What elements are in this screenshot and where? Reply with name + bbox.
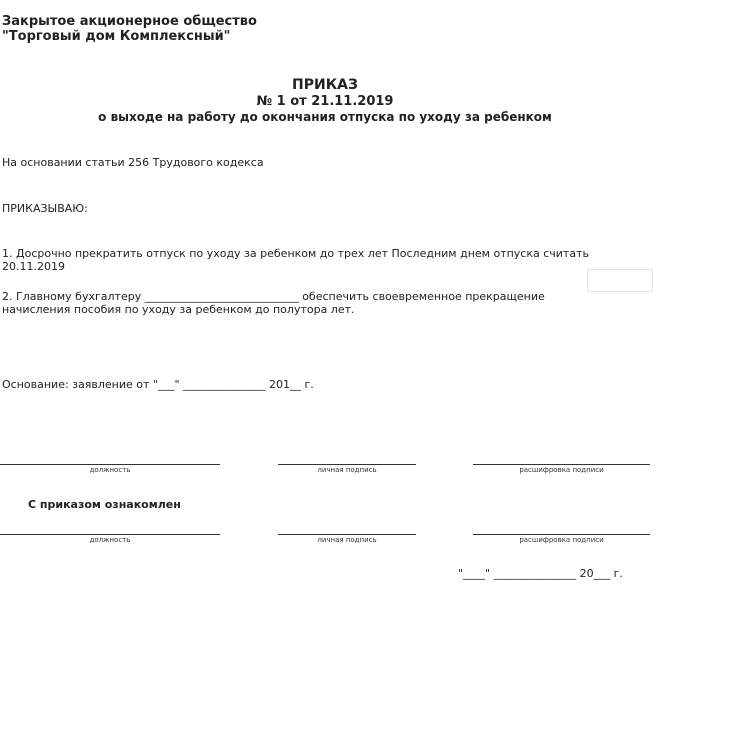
item-2-line-2: начисления пособия по уходу за ребенком до полутора лет. [2,303,355,316]
decoding-line [473,464,650,465]
signature-line [278,534,416,535]
item-2-line-1: 2. Главному бухгалтеру ____________________________ обеспечить своевременное прекращение [2,290,545,303]
item-1-line-2: 20.11.2019 [2,260,65,273]
decoding-caption: расшифровка подписи [519,466,604,474]
position-caption: должность [89,466,131,474]
decoding-line [473,534,650,535]
basis-text: На основании статьи 256 Трудового кодекса [2,156,264,169]
signature-caption: личная подпись [317,466,377,474]
company-line-2: "Торговый дом Комплексный" [2,29,231,44]
position-line [0,534,220,535]
blank-field-box[interactable] [587,269,653,292]
title-heading: ПРИКАЗ [292,77,358,93]
company-line-1: Закрытое акционерное общество [2,14,257,29]
item-1-line-1: 1. Досрочно прекратить отпуск по уходу за ребенком до трех лет Последним днем отпуска считать [2,247,589,260]
grounds-text: Основание: заявление от "___" _______________ 201__ г. [2,378,314,391]
decoding-caption: расшифровка подписи [519,536,604,544]
acknowledged-date: "____" _______________ 20___ г. [458,567,623,580]
position-line [0,464,220,465]
order-word: ПРИКАЗЫВАЮ: [2,202,88,215]
acknowledged-label: С приказом ознакомлен [28,498,181,511]
title-number-date: № 1 от 21.11.2019 [256,94,394,109]
position-caption: должность [89,536,131,544]
signature-caption: личная подпись [317,536,377,544]
signature-line [278,464,416,465]
title-subject: о выходе на работу до окончания отпуска по уходу за ребенком [98,110,552,124]
